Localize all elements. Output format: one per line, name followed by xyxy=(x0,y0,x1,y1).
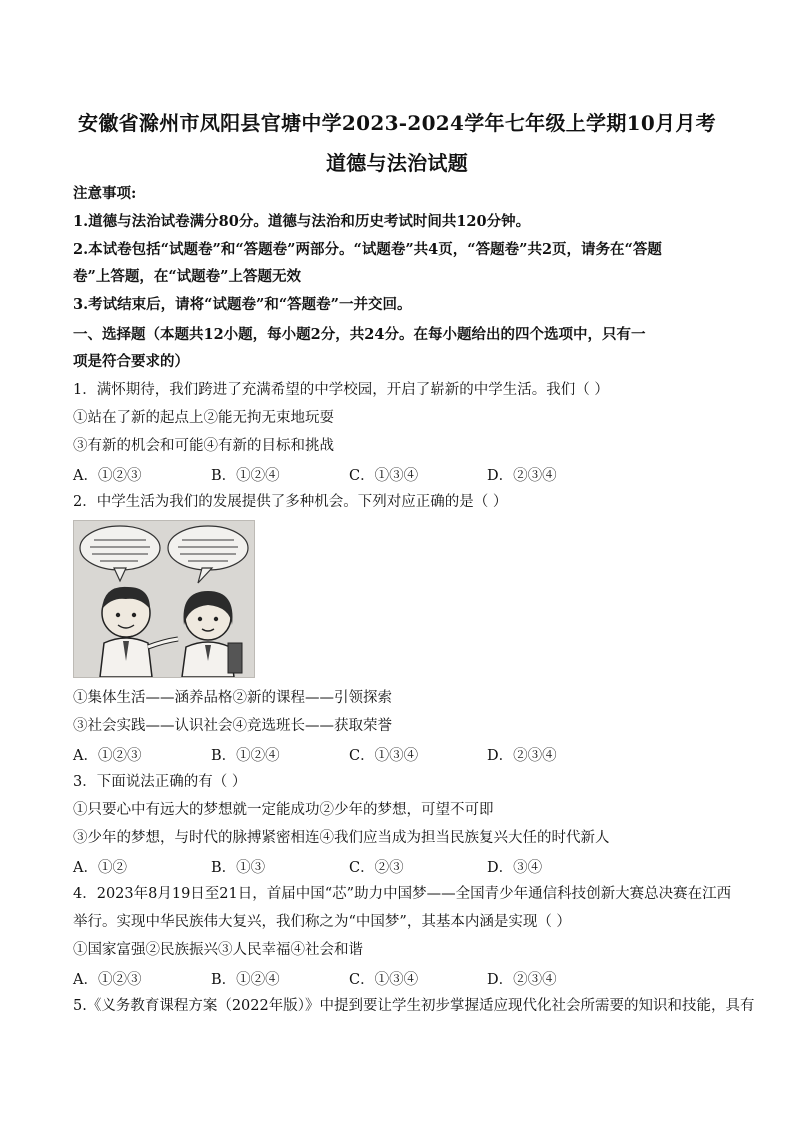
exam-title-line-2: 道德与法治试题 xyxy=(325,151,469,175)
q1-option-d: D．②③④ xyxy=(487,468,557,484)
q1-items-a: ①站在了新的起点上②能无拘无束地玩耍 xyxy=(73,410,334,426)
q2-cartoon-illustration xyxy=(73,520,255,678)
q4-stem-b: 举行。实现中华民族伟大复兴，我们称之为“中国梦”，其基本内涵是实现（ ） xyxy=(73,914,571,930)
q2-option-c: C．①③④ xyxy=(349,748,419,764)
note-1: 1.道德与法治试卷满分80分。道德与法治和历史考试时间共120分钟。 xyxy=(73,213,531,230)
q1-items-b: ③有新的机会和可能④有新的目标和挑战 xyxy=(73,438,334,454)
cartoon-svg xyxy=(74,521,254,677)
q3-option-c: C．②③ xyxy=(349,860,404,876)
q2-option-d: D．②③④ xyxy=(487,748,557,764)
section-1-heading-a: 一、选择题（本题共12小题，每小题2分，共24分。在每小题给出的四个选项中，只有一 xyxy=(73,326,646,343)
q4-option-d: D．②③④ xyxy=(487,972,557,988)
q4-items-a: ①国家富强②民族振兴③人民幸福④社会和谐 xyxy=(73,942,363,958)
q3-items-b: ③少年的梦想，与时代的脉搏紧密相连④我们应当成为担当民族复兴大任的时代新人 xyxy=(73,830,610,846)
q3-option-d: D．③④ xyxy=(487,860,543,876)
q4-option-a: A．①②③ xyxy=(73,972,142,988)
q2-items-a: ①集体生活——涵养品格②新的课程——引领探索 xyxy=(73,690,392,706)
q2-options xyxy=(73,744,733,764)
q4-stem-a: 4．2023年8月19日至21日，首届中国“芯”助力中国梦——全国青少年通信科技创新大赛总决赛在江西 xyxy=(73,886,732,902)
q1-option-a: A．①②③ xyxy=(73,468,142,484)
notes-heading: 注意事项: xyxy=(73,185,137,202)
q4-options xyxy=(73,968,733,988)
q2-items-b: ③社会实践——认识社会④竞选班长——获取荣誉 xyxy=(73,718,392,734)
note-3: 3.考试结束后，请将“试题卷”和“答题卷”一并交回。 xyxy=(73,296,412,313)
q2-stem: 2．中学生活为我们的发展提供了多种机会。下列对应正确的是（ ） xyxy=(73,494,508,510)
q5-stem-a: 5.《义务教育课程方案（2022年版）》中提到要让学生初步掌握适应现代化社会所需要的知识和技能，具有 xyxy=(73,998,755,1014)
q4-option-c: C．①③④ xyxy=(349,972,419,988)
note-2-line-b: 卷”上答题，在“试题卷”上答题无效 xyxy=(73,268,302,285)
q3-stem: 3．下面说法正确的有（ ） xyxy=(73,774,247,790)
q3-option-a: A．①② xyxy=(73,860,127,876)
q3-options xyxy=(73,856,733,876)
q2-option-a: A．①②③ xyxy=(73,748,142,764)
exam-title-line-1: 安徽省滁州市凤阳县官塘中学2023-2024学年七年级上学期10月月考 xyxy=(78,111,716,135)
q1-option-b: B．①②④ xyxy=(211,468,280,484)
q2-option-b: B．①②④ xyxy=(211,748,280,764)
section-1-heading-b: 项是符合要求的） xyxy=(73,353,189,370)
q1-options xyxy=(73,464,733,484)
note-2-line-a: 2.本试卷包括“试题卷”和“答题卷”两部分。“试题卷”共4页，“答题卷”共2页，请务在“答题 xyxy=(73,241,662,258)
q1-stem: 1．满怀期待，我们跨进了充满希望的中学校园，开启了崭新的中学生活。我们（ ） xyxy=(73,382,609,398)
q3-items-a: ①只要心中有远大的梦想就一定能成功②少年的梦想，可望不可即 xyxy=(73,802,494,818)
q3-option-b: B．①③ xyxy=(211,860,266,876)
q4-option-b: B．①②④ xyxy=(211,972,280,988)
q1-option-c: C．①③④ xyxy=(349,468,419,484)
